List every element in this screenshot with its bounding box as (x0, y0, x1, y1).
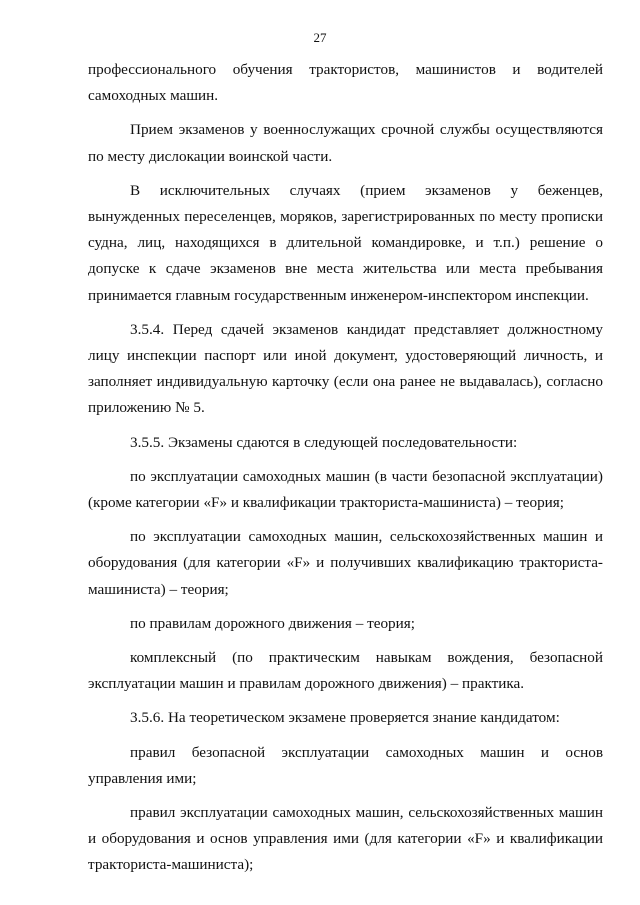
list-item-exploitation-theory: по эксплуатации самоходных машин (в части безопасной эксплуатации) (кроме категории «F» и квалификации тракториста-машиниста) – теория; (88, 467, 603, 512)
paragraph-continuation: профессионального обучения трактористов, машинистов и водителей самоходных машин. (88, 61, 603, 105)
paragraph-3-5-4: 3.5.4. Перед сдачей экзаменов кандидат представляет должностному лицу инспекции паспорт или иной документ, удостоверяющий личность, и заполняет индивидуальную карточку (если она ранее не выдавалась), согласно приложению № 5. (88, 320, 603, 417)
list-item-operation-rules-category-f: правил эксплуатации самоходных машин, сельскохозяйственных машин и оборудования и основ управления ими (для категории «F» и квалификации тракториста-машиниста); (88, 804, 603, 874)
page-number: 27 (313, 30, 327, 45)
list-item-complex-practice: комплексный (по практическим навыкам вождения, безопасной эксплуатации машин и правилам дорожного движения) – практика. (88, 649, 603, 693)
paragraph-3-5-6: 3.5.6. На теоретическом экзамене проверяется знание кандидатом: (130, 709, 560, 727)
list-item-category-f-theory: по эксплуатации самоходных машин, сельскохозяйственных машин и оборудования (для категории «F» и получивших квалификацию тракториста-машиниста) – теория; (88, 528, 603, 598)
list-item-safe-operation-rules: правил безопасной эксплуатации самоходных машин и основ управления ими; (88, 743, 603, 787)
paragraph-military-exams: Прием экзаменов у военнослужащих срочной службы осуществляются по месту дислокации воинской части. (88, 121, 603, 165)
paragraph-3-5-5: 3.5.5. Экзамены сдаются в следующей последовательности: (130, 433, 518, 451)
document-body (88, 57, 603, 879)
list-item-traffic-rules-theory: по правилам дорожного движения – теория; (130, 614, 415, 632)
paragraph-exceptional-cases: В исключительных случаях (прием экзаменов у беженцев, вынужденных переселенцев, моряков, зарегистрированных по месту прописки судна, лиц, находящихся в длительной командировке, и т.п.) решение о допуске к сдаче экзаменов вне места жительства или места пребывания принимается главным государственным инженером-инспектором инспекции. (88, 181, 603, 304)
